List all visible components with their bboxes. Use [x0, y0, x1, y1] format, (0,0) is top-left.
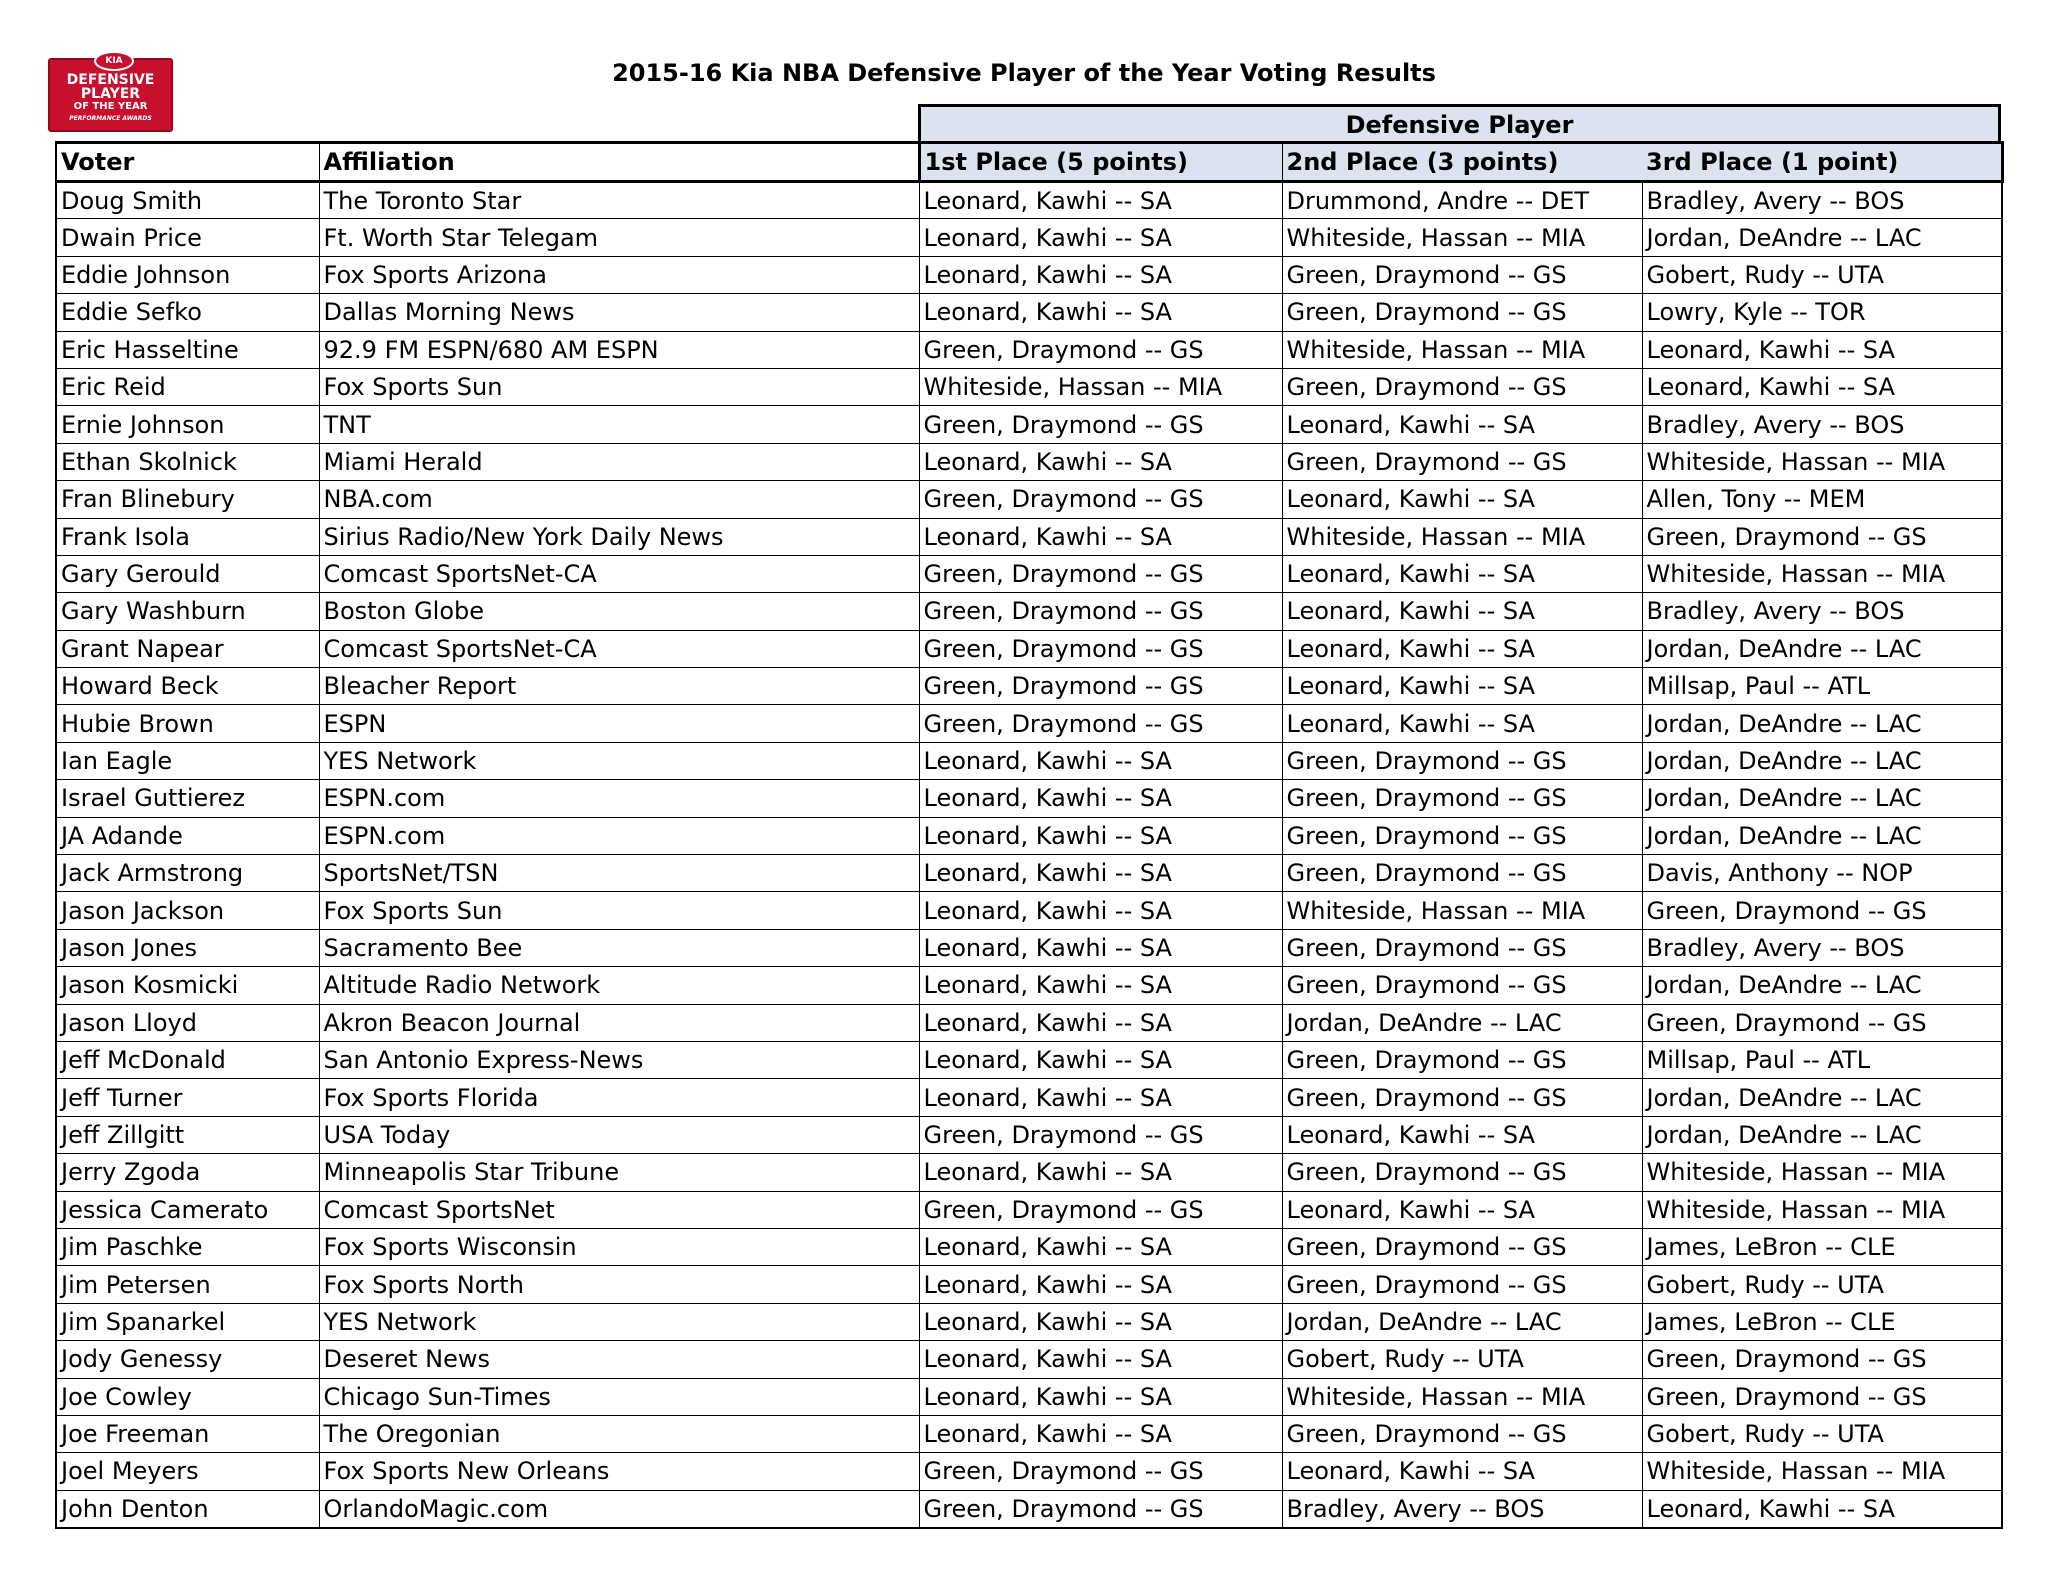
third-place-cell: Jordan, DeAndre -- LAC [1642, 742, 2002, 779]
affiliation-cell: Comcast SportsNet-CA [319, 630, 919, 667]
voter-cell: Eddie Sefko [56, 294, 319, 331]
second-place-cell: Green, Draymond -- GS [1282, 1079, 1642, 1116]
table-row [56, 368, 2002, 405]
voter-cell: Howard Beck [56, 668, 319, 705]
table-row [56, 1415, 2002, 1452]
column-header-first-place: 1st Place (5 points) [919, 143, 1282, 182]
voter-cell: Grant Napear [56, 630, 319, 667]
second-place-cell: Leonard, Kawhi -- SA [1282, 668, 1642, 705]
table-row [56, 1228, 2002, 1265]
second-place-cell: Green, Draymond -- GS [1282, 1228, 1642, 1265]
voter-cell: Fran Blinebury [56, 481, 319, 518]
third-place-cell: Millsap, Paul -- ATL [1642, 668, 2002, 705]
table-row [56, 481, 2002, 518]
second-place-cell: Leonard, Kawhi -- SA [1282, 555, 1642, 592]
first-place-cell: Leonard, Kawhi -- SA [919, 1415, 1282, 1452]
third-place-cell: James, LeBron -- CLE [1642, 1228, 2002, 1265]
third-place-cell: Green, Draymond -- GS [1642, 1004, 2002, 1041]
second-place-cell: Leonard, Kawhi -- SA [1282, 406, 1642, 443]
third-place-cell: Davis, Anthony -- NOP [1642, 855, 2002, 892]
first-place-cell: Green, Draymond -- GS [919, 630, 1282, 667]
second-place-cell: Gobert, Rudy -- UTA [1282, 1341, 1642, 1378]
table-row [56, 929, 2002, 966]
second-place-cell: Green, Draymond -- GS [1282, 256, 1642, 293]
affiliation-cell: SportsNet/TSN [319, 855, 919, 892]
affiliation-cell: NBA.com [319, 481, 919, 518]
first-place-cell: Green, Draymond -- GS [919, 481, 1282, 518]
table-row [56, 555, 2002, 592]
second-place-cell: Green, Draymond -- GS [1282, 368, 1642, 405]
voter-cell: Gary Washburn [56, 593, 319, 630]
voter-cell: Israel Guttierez [56, 780, 319, 817]
second-place-cell: Whiteside, Hassan -- MIA [1282, 892, 1642, 929]
first-place-cell: Leonard, Kawhi -- SA [919, 817, 1282, 854]
table-row [56, 892, 2002, 929]
table-row [56, 1191, 2002, 1228]
third-place-cell: Allen, Tony -- MEM [1642, 481, 2002, 518]
table-row [56, 1303, 2002, 1340]
affiliation-cell: Miami Herald [319, 443, 919, 480]
first-place-cell: Leonard, Kawhi -- SA [919, 1004, 1282, 1041]
third-place-cell: Bradley, Avery -- BOS [1642, 182, 2002, 219]
voter-cell: Jason Lloyd [56, 1004, 319, 1041]
second-place-cell: Leonard, Kawhi -- SA [1282, 705, 1642, 742]
second-place-cell: Bradley, Avery -- BOS [1282, 1490, 1642, 1527]
third-place-cell: Gobert, Rudy -- UTA [1642, 256, 2002, 293]
first-place-cell: Leonard, Kawhi -- SA [919, 1341, 1282, 1378]
third-place-cell: James, LeBron -- CLE [1642, 1303, 2002, 1340]
first-place-cell: Leonard, Kawhi -- SA [919, 1378, 1282, 1415]
third-place-cell: Gobert, Rudy -- UTA [1642, 1415, 2002, 1452]
column-header-second-place: 2nd Place (3 points) [1282, 143, 1642, 182]
second-place-cell: Leonard, Kawhi -- SA [1282, 1116, 1642, 1153]
affiliation-cell: Akron Beacon Journal [319, 1004, 919, 1041]
voter-cell: Joel Meyers [56, 1453, 319, 1490]
third-place-cell: Jordan, DeAndre -- LAC [1642, 705, 2002, 742]
first-place-cell: Leonard, Kawhi -- SA [919, 256, 1282, 293]
table-row [56, 219, 2002, 256]
voter-cell: Jason Kosmicki [56, 967, 319, 1004]
affiliation-cell: Sacramento Bee [319, 929, 919, 966]
first-place-cell: Leonard, Kawhi -- SA [919, 892, 1282, 929]
first-place-cell: Leonard, Kawhi -- SA [919, 1303, 1282, 1340]
third-place-cell: Whiteside, Hassan -- MIA [1642, 555, 2002, 592]
first-place-cell: Leonard, Kawhi -- SA [919, 518, 1282, 555]
affiliation-cell: USA Today [319, 1116, 919, 1153]
column-header-voter: Voter [56, 143, 319, 182]
first-place-cell: Leonard, Kawhi -- SA [919, 1079, 1282, 1116]
affiliation-cell: Fox Sports Arizona [319, 256, 919, 293]
table-header-row [56, 143, 2002, 182]
voter-cell: Jim Petersen [56, 1266, 319, 1303]
table-row [56, 668, 2002, 705]
voter-cell: Jeff McDonald [56, 1041, 319, 1078]
voter-cell: John Denton [56, 1490, 319, 1527]
first-place-cell: Green, Draymond -- GS [919, 1490, 1282, 1527]
table-row [56, 1378, 2002, 1415]
affiliation-cell: Dallas Morning News [319, 294, 919, 331]
affiliation-cell: Altitude Radio Network [319, 967, 919, 1004]
third-place-cell: Jordan, DeAndre -- LAC [1642, 219, 2002, 256]
table-row [56, 855, 2002, 892]
third-place-cell: Leonard, Kawhi -- SA [1642, 331, 2002, 368]
second-place-cell: Green, Draymond -- GS [1282, 929, 1642, 966]
voter-cell: Joe Freeman [56, 1415, 319, 1452]
logo-line-1: DEFENSIVE [66, 72, 155, 88]
third-place-cell: Green, Draymond -- GS [1642, 1341, 2002, 1378]
third-place-cell: Leonard, Kawhi -- SA [1642, 368, 2002, 405]
first-place-cell: Green, Draymond -- GS [919, 555, 1282, 592]
voter-cell: Doug Smith [56, 182, 319, 219]
third-place-cell: Jordan, DeAndre -- LAC [1642, 967, 2002, 1004]
table-row [56, 967, 2002, 1004]
second-place-cell: Green, Draymond -- GS [1282, 855, 1642, 892]
affiliation-cell: ESPN.com [319, 780, 919, 817]
first-place-cell: Green, Draymond -- GS [919, 406, 1282, 443]
column-header-affiliation: Affiliation [319, 143, 919, 182]
affiliation-cell: Fox Sports New Orleans [319, 1453, 919, 1490]
affiliation-cell: Bleacher Report [319, 668, 919, 705]
defensive-player-group-header: Defensive Player [918, 104, 2001, 142]
third-place-cell: Bradley, Avery -- BOS [1642, 593, 2002, 630]
second-place-cell: Whiteside, Hassan -- MIA [1282, 331, 1642, 368]
affiliation-cell: ESPN.com [319, 817, 919, 854]
voter-cell: Jeff Zillgitt [56, 1116, 319, 1153]
table-row [56, 1079, 2002, 1116]
table-row [56, 742, 2002, 779]
table-row [56, 518, 2002, 555]
affiliation-cell: Sirius Radio/New York Daily News [319, 518, 919, 555]
table-row [56, 817, 2002, 854]
first-place-cell: Leonard, Kawhi -- SA [919, 855, 1282, 892]
first-place-cell: Leonard, Kawhi -- SA [919, 1228, 1282, 1265]
logo-line-4: PERFORMANCE AWARDS [69, 115, 152, 122]
table-row [56, 705, 2002, 742]
table-row [56, 1041, 2002, 1078]
second-place-cell: Green, Draymond -- GS [1282, 1041, 1642, 1078]
second-place-cell: Leonard, Kawhi -- SA [1282, 1453, 1642, 1490]
second-place-cell: Green, Draymond -- GS [1282, 742, 1642, 779]
third-place-cell: Jordan, DeAndre -- LAC [1642, 1116, 2002, 1153]
third-place-cell: Jordan, DeAndre -- LAC [1642, 630, 2002, 667]
third-place-cell: Whiteside, Hassan -- MIA [1642, 1453, 2002, 1490]
affiliation-cell: YES Network [319, 1303, 919, 1340]
affiliation-cell: Fox Sports Wisconsin [319, 1228, 919, 1265]
voter-cell: Ernie Johnson [56, 406, 319, 443]
second-place-cell: Jordan, DeAndre -- LAC [1282, 1303, 1642, 1340]
first-place-cell: Leonard, Kawhi -- SA [919, 780, 1282, 817]
table-row [56, 294, 2002, 331]
table-row [56, 630, 2002, 667]
table-row [56, 443, 2002, 480]
second-place-cell: Jordan, DeAndre -- LAC [1282, 1004, 1642, 1041]
second-place-cell: Green, Draymond -- GS [1282, 1415, 1642, 1452]
table-row [56, 256, 2002, 293]
second-place-cell: Whiteside, Hassan -- MIA [1282, 1378, 1642, 1415]
page-title: 2015-16 Kia NBA Defensive Player of the Year Voting Results [612, 59, 1436, 87]
voter-cell: Eric Hasseltine [56, 331, 319, 368]
first-place-cell: Green, Draymond -- GS [919, 668, 1282, 705]
voter-cell: Jim Spanarkel [56, 1303, 319, 1340]
table-row [56, 1341, 2002, 1378]
third-place-cell: Leonard, Kawhi -- SA [1642, 1490, 2002, 1527]
table-row [56, 1453, 2002, 1490]
third-place-cell: Jordan, DeAndre -- LAC [1642, 817, 2002, 854]
voter-cell: Jason Jones [56, 929, 319, 966]
affiliation-cell: Deseret News [319, 1341, 919, 1378]
table-row [56, 1154, 2002, 1191]
second-place-cell: Green, Draymond -- GS [1282, 294, 1642, 331]
voter-cell: Frank Isola [56, 518, 319, 555]
second-place-cell: Green, Draymond -- GS [1282, 1154, 1642, 1191]
voter-cell: Eric Reid [56, 368, 319, 405]
voter-cell: Eddie Johnson [56, 256, 319, 293]
first-place-cell: Green, Draymond -- GS [919, 331, 1282, 368]
table-row [56, 1004, 2002, 1041]
voting-results-table [55, 141, 2004, 1529]
third-place-cell: Whiteside, Hassan -- MIA [1642, 443, 2002, 480]
affiliation-cell: 92.9 FM ESPN/680 AM ESPN [319, 331, 919, 368]
second-place-cell: Whiteside, Hassan -- MIA [1282, 219, 1642, 256]
first-place-cell: Leonard, Kawhi -- SA [919, 742, 1282, 779]
table-row [56, 182, 2002, 219]
affiliation-cell: Chicago Sun-Times [319, 1378, 919, 1415]
second-place-cell: Drummond, Andre -- DET [1282, 182, 1642, 219]
second-place-cell: Green, Draymond -- GS [1282, 967, 1642, 1004]
column-header-third-place: 3rd Place (1 point) [1642, 143, 2002, 182]
affiliation-cell: TNT [319, 406, 919, 443]
table-row [56, 593, 2002, 630]
voter-cell: Jason Jackson [56, 892, 319, 929]
second-place-cell: Whiteside, Hassan -- MIA [1282, 518, 1642, 555]
second-place-cell: Leonard, Kawhi -- SA [1282, 481, 1642, 518]
affiliation-cell: The Toronto Star [319, 182, 919, 219]
table-row [56, 406, 2002, 443]
affiliation-cell: Comcast SportsNet-CA [319, 555, 919, 592]
affiliation-cell: Ft. Worth Star Telegam [319, 219, 919, 256]
affiliation-cell: ESPN [319, 705, 919, 742]
first-place-cell: Leonard, Kawhi -- SA [919, 1041, 1282, 1078]
voter-cell: Dwain Price [56, 219, 319, 256]
second-place-cell: Green, Draymond -- GS [1282, 443, 1642, 480]
third-place-cell: Bradley, Avery -- BOS [1642, 929, 2002, 966]
first-place-cell: Leonard, Kawhi -- SA [919, 294, 1282, 331]
voter-cell: Jerry Zgoda [56, 1154, 319, 1191]
third-place-cell: Jordan, DeAndre -- LAC [1642, 1079, 2002, 1116]
second-place-cell: Leonard, Kawhi -- SA [1282, 1191, 1642, 1228]
voter-cell: Jim Paschke [56, 1228, 319, 1265]
third-place-cell: Bradley, Avery -- BOS [1642, 406, 2002, 443]
logo-line-2: PLAYER [80, 86, 141, 102]
third-place-cell: Jordan, DeAndre -- LAC [1642, 780, 2002, 817]
voter-cell: Hubie Brown [56, 705, 319, 742]
logo-line-3: OF THE YEAR [73, 101, 148, 112]
third-place-cell: Green, Draymond -- GS [1642, 1378, 2002, 1415]
first-place-cell: Leonard, Kawhi -- SA [919, 1154, 1282, 1191]
third-place-cell: Lowry, Kyle -- TOR [1642, 294, 2002, 331]
voter-cell: Ethan Skolnick [56, 443, 319, 480]
kia-logo-badge: KIA [94, 51, 134, 71]
affiliation-cell: The Oregonian [319, 1415, 919, 1452]
voter-cell: Ian Eagle [56, 742, 319, 779]
table-body [56, 182, 2002, 1528]
first-place-cell: Green, Draymond -- GS [919, 705, 1282, 742]
second-place-cell: Leonard, Kawhi -- SA [1282, 593, 1642, 630]
second-place-cell: Leonard, Kawhi -- SA [1282, 630, 1642, 667]
voter-cell: JA Adande [56, 817, 319, 854]
second-place-cell: Green, Draymond -- GS [1282, 817, 1642, 854]
voter-cell: Jody Genessy [56, 1341, 319, 1378]
voter-cell: Jessica Camerato [56, 1191, 319, 1228]
first-place-cell: Leonard, Kawhi -- SA [919, 1266, 1282, 1303]
first-place-cell: Leonard, Kawhi -- SA [919, 182, 1282, 219]
third-place-cell: Millsap, Paul -- ATL [1642, 1041, 2002, 1078]
affiliation-cell: Fox Sports Sun [319, 892, 919, 929]
affiliation-cell: Fox Sports Florida [319, 1079, 919, 1116]
first-place-cell: Green, Draymond -- GS [919, 1453, 1282, 1490]
first-place-cell: Leonard, Kawhi -- SA [919, 219, 1282, 256]
table-row [56, 1266, 2002, 1303]
voter-cell: Jeff Turner [56, 1079, 319, 1116]
first-place-cell: Leonard, Kawhi -- SA [919, 443, 1282, 480]
first-place-cell: Green, Draymond -- GS [919, 1191, 1282, 1228]
second-place-cell: Green, Draymond -- GS [1282, 780, 1642, 817]
affiliation-cell: OrlandoMagic.com [319, 1490, 919, 1527]
third-place-cell: Whiteside, Hassan -- MIA [1642, 1191, 2002, 1228]
table-row [56, 1490, 2002, 1527]
first-place-cell: Leonard, Kawhi -- SA [919, 967, 1282, 1004]
affiliation-cell: Fox Sports North [319, 1266, 919, 1303]
affiliation-cell: Minneapolis Star Tribune [319, 1154, 919, 1191]
third-place-cell: Green, Draymond -- GS [1642, 892, 2002, 929]
table-row [56, 331, 2002, 368]
table-row [56, 1116, 2002, 1153]
voter-cell: Joe Cowley [56, 1378, 319, 1415]
second-place-cell: Green, Draymond -- GS [1282, 1266, 1642, 1303]
first-place-cell: Leonard, Kawhi -- SA [919, 929, 1282, 966]
affiliation-cell: Boston Globe [319, 593, 919, 630]
first-place-cell: Whiteside, Hassan -- MIA [919, 368, 1282, 405]
third-place-cell: Whiteside, Hassan -- MIA [1642, 1154, 2002, 1191]
first-place-cell: Green, Draymond -- GS [919, 1116, 1282, 1153]
affiliation-cell: San Antonio Express-News [319, 1041, 919, 1078]
affiliation-cell: YES Network [319, 742, 919, 779]
table-row [56, 780, 2002, 817]
affiliation-cell: Comcast SportsNet [319, 1191, 919, 1228]
voter-cell: Gary Gerould [56, 555, 319, 592]
voter-cell: Jack Armstrong [56, 855, 319, 892]
third-place-cell: Gobert, Rudy -- UTA [1642, 1266, 2002, 1303]
third-place-cell: Green, Draymond -- GS [1642, 518, 2002, 555]
first-place-cell: Green, Draymond -- GS [919, 593, 1282, 630]
affiliation-cell: Fox Sports Sun [319, 368, 919, 405]
